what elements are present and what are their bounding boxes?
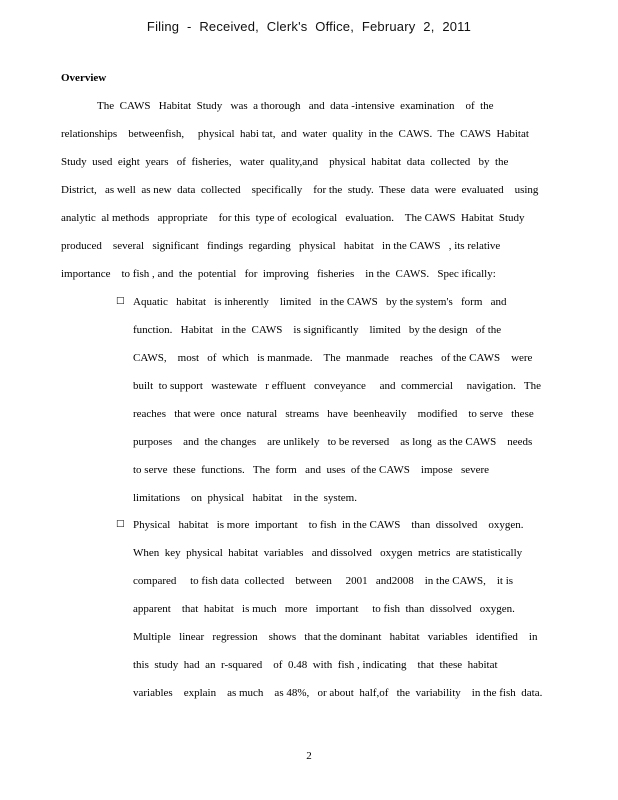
paragraph-line: importance to fish , and the potential for improving fisheries in the CAWS. Spec ifically: bbox=[61, 268, 496, 280]
section-heading: Overview bbox=[61, 72, 107, 84]
bullet-line: compared to fish data collected between 2001 and2008 in the CAWS, it is bbox=[133, 575, 514, 587]
paragraph-line: District, as well as new data collected specifically for the study. These data were evaluated using bbox=[61, 184, 539, 196]
bullet-marker-icon: □ bbox=[116, 519, 125, 529]
bullet-line: built to support wastewate r effluent conveyance and commercial navigation. The bbox=[133, 380, 541, 392]
paragraph-line: relationships betweenfish, physical habi tat, and water quality in the CAWS. The CAWS Habitat bbox=[61, 128, 529, 140]
bullet-line: limitations on physical habitat in the system. bbox=[133, 492, 357, 504]
page-number: 2 bbox=[306, 750, 312, 762]
paragraph-line: Study used eight years of fisheries, water quality,and physical habitat data collected by the bbox=[61, 156, 509, 168]
bullet-line: function. Habitat in the CAWS is significantly limited by the design of the bbox=[133, 324, 502, 336]
bullet-line: purposes and the changes are unlikely to be reversed as long as the CAWS needs bbox=[133, 436, 533, 448]
bullet-line: Multiple linear regression shows that the dominant habitat variables identified in bbox=[133, 631, 538, 643]
bullet-line: this study had an r-squared of 0.48 with fish , indicating that these habitat bbox=[133, 659, 498, 671]
paragraph-line: The CAWS Habitat Study was a thorough and data -intensive examination of the bbox=[97, 100, 494, 112]
bullet-line: reaches that were once natural streams have beenheavily modified to serve these bbox=[133, 408, 534, 420]
paragraph-line: analytic al methods appropriate for this type of ecological evaluation. The CAWS Habitat Study bbox=[61, 212, 525, 224]
bullet-line: Physical habitat is more important to fish in the CAWS than dissolved oxygen. bbox=[133, 519, 524, 531]
paragraph-line: produced several significant findings regarding physical habitat in the CAWS , its relative bbox=[61, 240, 501, 252]
bullet-line: to serve these functions. The form and uses of the CAWS impose severe bbox=[133, 464, 490, 476]
bullet-line: CAWS, most of which is manmade. The manmade reaches of the CAWS were bbox=[133, 352, 533, 364]
bullet-marker-icon: □ bbox=[116, 296, 125, 306]
bullet-line: Aquatic habitat is inherently limited in the CAWS by the system's form and bbox=[133, 296, 507, 308]
bullet-line: variables explain as much as 48%, or about half,of the variability in the fish data. bbox=[133, 687, 543, 699]
bullet-line: When key physical habitat variables and dissolved oxygen metrics are statistically bbox=[133, 547, 523, 559]
filing-header: Filing - Received, Clerk's Office, February 2, 2011 bbox=[146, 19, 472, 34]
bullet-line: apparent that habitat is much more important to fish than dissolved oxygen. bbox=[133, 603, 515, 615]
